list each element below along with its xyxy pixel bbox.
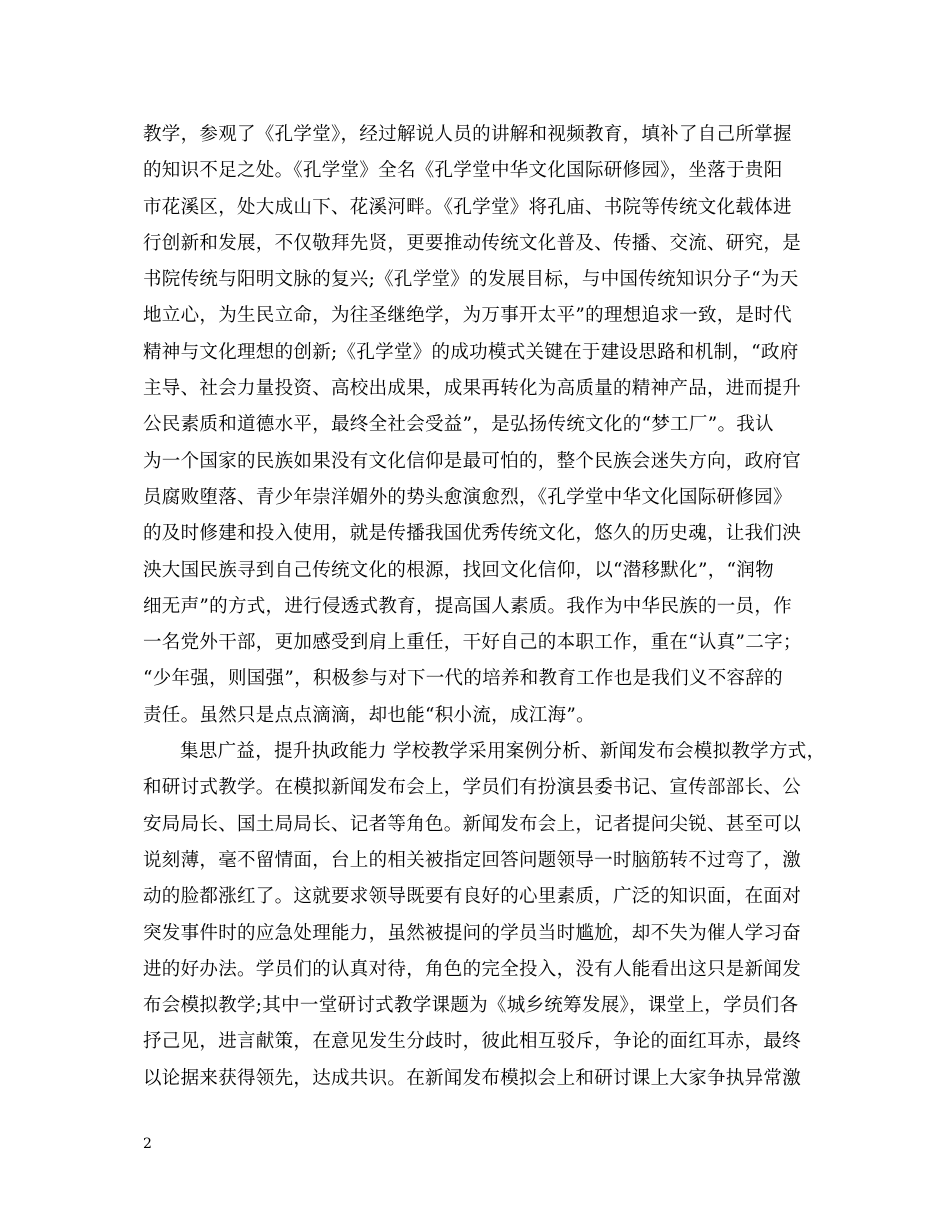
- text-line: 进的好办法。学员们的认真对待，角色的完全投入，没有人能看出这只是新闻发: [143, 958, 802, 980]
- text-line: 泱大国民族寻到自己传统文化的根源，找回文化信仰，以“潜移默化”，“润物: [143, 559, 774, 581]
- text-line: 的知识不足之处。《孔学堂》全名《孔学堂中华文化国际研修园》，坐落于贵阳: [143, 160, 783, 182]
- text-line: 安局局长、国土局局长、记者等角色。新闻发布会上，记者提问尖锐、甚至可以: [143, 813, 802, 835]
- paragraph-first-line: 集思广益，提升执政能力 学校教学采用案例分析、新闻发布会模拟教学方式，: [180, 741, 826, 763]
- text-line: “少年强，则国强”，积极参与对下一代的培养和教育工作也是我们义不容辞的: [143, 668, 783, 690]
- text-line: 抒己见，进言献策，在意见发生分歧时，彼此相互驳斥，争论的面红耳赤，最终: [143, 1031, 802, 1053]
- text-line: 公民素质和道德水平，最终全社会受益”，是弘扬传统文化的“梦工厂”。我认: [143, 414, 774, 436]
- text-line: 市花溪区，处大成山下、花溪河畔。《孔学堂》将孔庙、书院等传统文化载体进: [143, 196, 792, 218]
- text-line: 为一个国家的民族如果没有文化信仰是最可怕的，整个民族会迷失方向，政府官: [143, 450, 802, 472]
- text-line: 行创新和发展，不仅敬拜先贤，更要推动传统文化普及、传播、交流、研究，是: [143, 232, 802, 254]
- text-line: 员腐败堕落、青少年崇洋媚外的势头愈演愈烈，《孔学堂中华文化国际研修园》: [143, 486, 792, 508]
- text-line: 动的脸都涨红了。这就要求领导既要有良好的心里素质，广泛的知识面，在面对: [143, 886, 802, 908]
- text-line: 以论据来获得领先，达成共识。在新闻发布模拟会上和研讨课上大家争执异常激: [143, 1067, 802, 1089]
- text-line: 主导、社会力量投资、高校出成果，成果再转化为高质量的精神产品，进而提升: [143, 378, 802, 400]
- text-line: 细无声”的方式，进行侵透式教育，提高国人素质。我作为中华民族的一员，作: [143, 595, 792, 617]
- text-line: 的及时修建和投入使用，就是传播我国优秀传统文化，悠久的历史魂，让我们泱: [143, 523, 802, 545]
- text-line: 责任。虽然只是点点滴滴，却也能“积小流，成江海”。: [143, 704, 595, 726]
- text-line: 突发事件时的应急处理能力，虽然被提问的学员当时尴尬，却不失为催人学习奋: [143, 922, 802, 944]
- text-line: 一名党外干部，更加感受到肩上重任，干好自己的本职工作，重在“认真”二字；: [143, 632, 802, 654]
- text-line: 地立心，为生民立命，为往圣继绝学，为万事开太平”的理想追求一致，是时代: [143, 305, 792, 327]
- text-line: 教学，参观了《孔学堂》，经过解说人员的讲解和视频教育，填补了自己所掌握: [143, 124, 792, 145]
- page-number: 2: [143, 1136, 152, 1152]
- text-line: 精神与文化理想的创新;《孔学堂》的成功模式关键在于建设思路和机制，“政府: [143, 341, 799, 363]
- text-line: 书院传统与阳明文脉的复兴;《孔学堂》的发展目标，与中国传统知识分子“为天: [143, 269, 799, 291]
- text-line: 和研讨式教学。在模拟新闻发布会上，学员们有扮演县委书记、宣传部部长、公: [143, 777, 802, 799]
- text-line: 说刻薄，毫不留情面，台上的相关被指定回答问题领导一时脑筋转不过弯了，激: [143, 849, 802, 871]
- text-line: 布会模拟教学;其中一堂研讨式教学课题为《城乡统筹发展》，课堂上，学员们各: [143, 995, 799, 1017]
- document-body: [143, 117, 826, 1097]
